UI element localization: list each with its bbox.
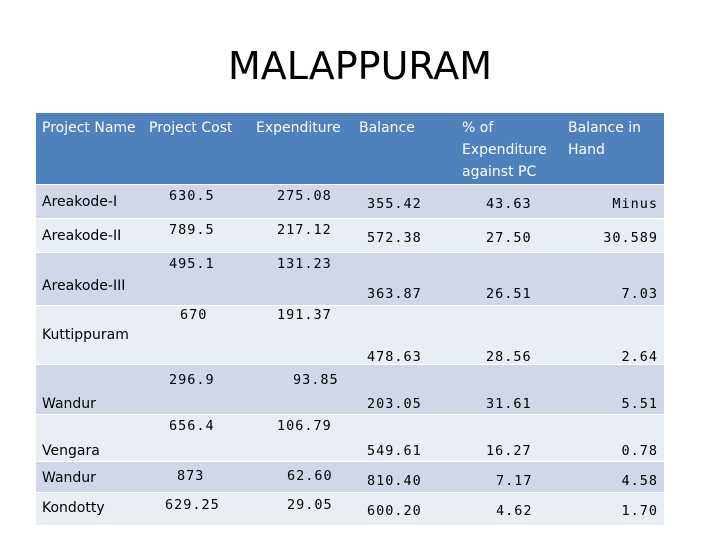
expenditure-value: 217.12 xyxy=(277,221,332,238)
pct-expenditure-value: 26.51 xyxy=(486,285,532,302)
cell-pct-expenditure xyxy=(456,492,562,525)
balance-value: 600.20 xyxy=(367,502,422,519)
cell-balance-in-hand xyxy=(562,305,664,364)
balance-value: 572.38 xyxy=(367,229,422,246)
table-row xyxy=(36,305,664,364)
header-balance-in-hand: Balance in Hand xyxy=(562,113,664,184)
table-row xyxy=(36,252,664,305)
table-header-row xyxy=(36,113,664,184)
cell-project-cost xyxy=(143,364,250,414)
cell-project-name xyxy=(36,492,143,525)
project-name-text: Areakode-I xyxy=(42,193,118,210)
cell-project-name xyxy=(36,364,143,414)
page-title: MALAPPURAM xyxy=(227,44,493,88)
cell-project-name xyxy=(36,184,143,218)
balance-in-hand-value: 2.64 xyxy=(621,348,658,365)
balance-value: 363.87 xyxy=(367,285,422,302)
table-row xyxy=(36,184,664,218)
expenditure-value: 191.37 xyxy=(277,306,332,323)
balance-value: 478.63 xyxy=(367,348,422,365)
balance-value: 549.61 xyxy=(367,442,422,459)
cell-balance xyxy=(353,414,456,461)
balance-value: 355.42 xyxy=(367,195,422,212)
header-project-name: Project Name xyxy=(36,113,143,184)
cell-project-cost xyxy=(143,492,250,525)
cell-balance xyxy=(353,492,456,525)
cell-pct-expenditure xyxy=(456,305,562,364)
cell-balance xyxy=(353,364,456,414)
cell-project-cost xyxy=(143,461,250,492)
cell-expenditure xyxy=(250,305,353,364)
cell-project-name xyxy=(36,305,143,364)
balance-in-hand-value: 0.78 xyxy=(621,442,658,459)
cell-project-cost xyxy=(143,184,250,218)
project-table xyxy=(36,113,664,525)
project-name-text: Wandur xyxy=(42,469,96,486)
expenditure-value: 131.23 xyxy=(277,255,332,272)
project-name-text: Vengara xyxy=(42,442,100,459)
cell-balance xyxy=(353,461,456,492)
cell-balance-in-hand xyxy=(562,414,664,461)
table-row xyxy=(36,218,664,252)
table-row xyxy=(36,364,664,414)
cell-expenditure xyxy=(250,184,353,218)
project-name-text: Kuttippuram xyxy=(42,326,129,343)
table-row xyxy=(36,492,664,525)
balance-value: 203.05 xyxy=(367,395,422,412)
cell-balance xyxy=(353,305,456,364)
cell-balance-in-hand xyxy=(562,252,664,305)
pct-expenditure-value: 28.56 xyxy=(486,348,532,365)
project-cost-value: 670 xyxy=(180,306,208,323)
project-name-text: Areakode-II xyxy=(42,227,122,244)
expenditure-value: 275.08 xyxy=(277,187,332,204)
balance-in-hand-value: 4.58 xyxy=(621,472,658,489)
cell-pct-expenditure xyxy=(456,461,562,492)
cell-balance xyxy=(353,184,456,218)
cell-balance-in-hand xyxy=(562,492,664,525)
balance-in-hand-value: 1.70 xyxy=(621,502,658,519)
cell-project-cost xyxy=(143,305,250,364)
header-pct-expenditure: % of Expenditure against PC xyxy=(456,113,562,184)
pct-expenditure-value: 43.63 xyxy=(486,195,532,212)
project-name-text: Areakode-III xyxy=(42,277,126,294)
cell-pct-expenditure xyxy=(456,218,562,252)
pct-expenditure-value: 27.50 xyxy=(486,229,532,246)
cell-project-name xyxy=(36,414,143,461)
cell-expenditure xyxy=(250,364,353,414)
balance-in-hand-value: Minus xyxy=(612,195,658,212)
pct-expenditure-value: 31.61 xyxy=(486,395,532,412)
expenditure-value: 106.79 xyxy=(277,417,332,434)
cell-balance xyxy=(353,218,456,252)
pct-expenditure-value: 4.62 xyxy=(496,502,533,519)
cell-project-cost xyxy=(143,414,250,461)
cell-balance-in-hand xyxy=(562,218,664,252)
cell-expenditure xyxy=(250,414,353,461)
project-cost-value: 789.5 xyxy=(169,221,215,238)
table-row xyxy=(36,414,664,461)
expenditure-value: 93.85 xyxy=(293,371,339,388)
balance-in-hand-value: 5.51 xyxy=(621,395,658,412)
project-name-text: Kondotty xyxy=(42,499,105,516)
cell-balance xyxy=(353,252,456,305)
cell-balance-in-hand xyxy=(562,184,664,218)
pct-expenditure-value: 7.17 xyxy=(496,472,533,489)
project-cost-value: 873 xyxy=(177,467,205,484)
balance-in-hand-value: 7.03 xyxy=(621,285,658,302)
cell-expenditure xyxy=(250,252,353,305)
project-cost-value: 495.1 xyxy=(169,255,215,272)
balance-in-hand-value: 30.589 xyxy=(603,229,658,246)
project-name-text: Wandur xyxy=(42,395,96,412)
balance-value: 810.40 xyxy=(367,472,422,489)
project-cost-value: 630.5 xyxy=(169,187,215,204)
cell-balance-in-hand xyxy=(562,364,664,414)
project-cost-value: 629.25 xyxy=(165,496,220,513)
cell-project-cost xyxy=(143,252,250,305)
expenditure-value: 29.05 xyxy=(287,496,333,513)
cell-project-name xyxy=(36,218,143,252)
project-cost-value: 656.4 xyxy=(169,417,215,434)
cell-balance-in-hand xyxy=(562,461,664,492)
cell-pct-expenditure xyxy=(456,364,562,414)
cell-expenditure xyxy=(250,218,353,252)
cell-project-name xyxy=(36,461,143,492)
header-balance: Balance xyxy=(353,113,456,184)
cell-expenditure xyxy=(250,492,353,525)
cell-pct-expenditure xyxy=(456,184,562,218)
cell-expenditure xyxy=(250,461,353,492)
cell-project-cost xyxy=(143,218,250,252)
table-row xyxy=(36,461,664,492)
header-expenditure: Expenditure xyxy=(250,113,353,184)
expenditure-value: 62.60 xyxy=(287,467,333,484)
cell-pct-expenditure xyxy=(456,414,562,461)
cell-project-name xyxy=(36,252,143,305)
project-cost-value: 296.9 xyxy=(169,371,215,388)
cell-pct-expenditure xyxy=(456,252,562,305)
pct-expenditure-value: 16.27 xyxy=(486,442,532,459)
header-project-cost: Project Cost xyxy=(143,113,250,184)
